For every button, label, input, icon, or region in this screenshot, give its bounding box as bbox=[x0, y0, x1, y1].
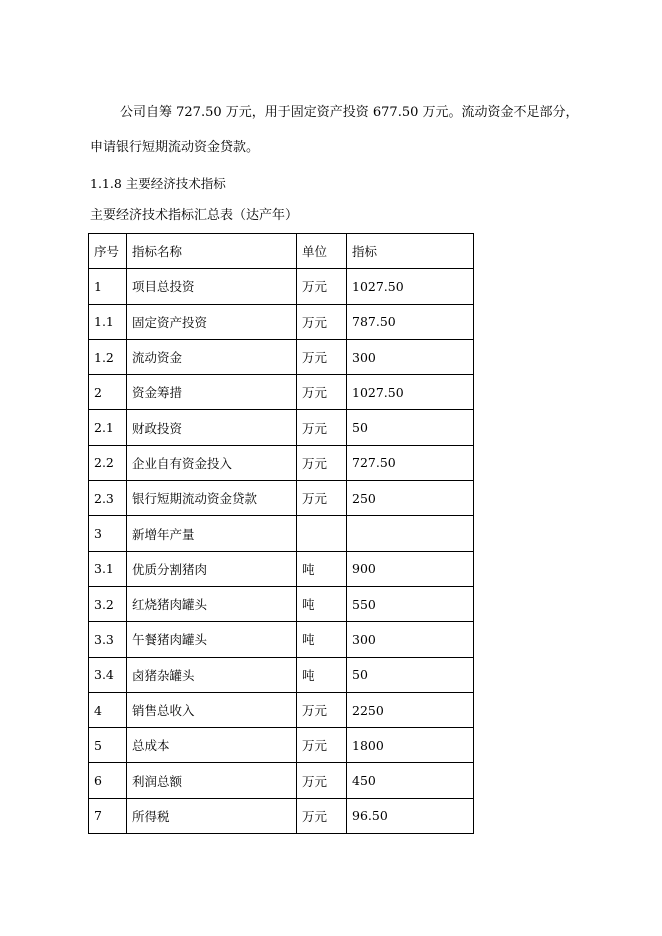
unit-cell: 万元 bbox=[297, 339, 347, 374]
table-row bbox=[89, 728, 474, 763]
table-row bbox=[89, 516, 474, 551]
indicator-value-cell: 250 bbox=[347, 481, 474, 516]
row-number-cell: 4 bbox=[89, 692, 127, 727]
indicator-name-cell: 红烧猪肉罐头 bbox=[127, 586, 297, 621]
header-cell-name: 指标名称 bbox=[127, 234, 297, 269]
indicator-value-cell: 450 bbox=[347, 763, 474, 798]
indicator-value-cell: 1027.50 bbox=[347, 375, 474, 410]
indicator-name-cell: 总成本 bbox=[127, 728, 297, 763]
section-heading: 1.1.8 主要经济技术指标 bbox=[90, 176, 226, 191]
unit-cell: 吨 bbox=[297, 551, 347, 586]
indicator-name-cell: 新增年产量 bbox=[127, 516, 297, 551]
indicator-value-cell: 550 bbox=[347, 586, 474, 621]
indicator-value-cell: 787.50 bbox=[347, 304, 474, 339]
unit-cell: 万元 bbox=[297, 375, 347, 410]
indicator-name-cell: 财政投资 bbox=[127, 410, 297, 445]
indicator-value-cell: 50 bbox=[347, 410, 474, 445]
unit-cell: 吨 bbox=[297, 622, 347, 657]
row-number-cell: 2.1 bbox=[89, 410, 127, 445]
unit-cell: 万元 bbox=[297, 304, 347, 339]
indicator-name-cell: 企业自有资金投入 bbox=[127, 445, 297, 480]
indicator-name-cell: 流动资金 bbox=[127, 339, 297, 374]
table-row bbox=[89, 798, 474, 833]
indicator-value-cell: 50 bbox=[347, 657, 474, 692]
row-number-cell: 5 bbox=[89, 728, 127, 763]
table-caption: 主要经济技术指标汇总表（达产年） bbox=[90, 208, 299, 223]
row-number-cell: 3.1 bbox=[89, 551, 127, 586]
indicator-name-cell: 固定资产投资 bbox=[127, 304, 297, 339]
unit-cell: 万元 bbox=[297, 445, 347, 480]
row-number-cell: 1 bbox=[89, 269, 127, 304]
row-number-cell: 2.3 bbox=[89, 481, 127, 516]
row-number-cell: 6 bbox=[89, 763, 127, 798]
header-cell-number: 序号 bbox=[89, 234, 127, 269]
indicator-name-cell: 午餐猪肉罐头 bbox=[127, 622, 297, 657]
indicator-name-cell: 项目总投资 bbox=[127, 269, 297, 304]
table-row bbox=[89, 375, 474, 410]
unit-cell bbox=[297, 516, 347, 551]
table-header-row bbox=[89, 234, 474, 269]
table-row bbox=[89, 445, 474, 480]
body-paragraph-line-1: 公司自筹 727.50 万元，用于固定资产投资 677.50 万元。流动资金不足部分， bbox=[120, 105, 579, 120]
indicator-value-cell: 900 bbox=[347, 551, 474, 586]
indicator-value-cell: 2250 bbox=[347, 692, 474, 727]
indicator-value-cell: 300 bbox=[347, 622, 474, 657]
header-cell-unit: 单位 bbox=[297, 234, 347, 269]
indicator-name-cell: 优质分割猪肉 bbox=[127, 551, 297, 586]
row-number-cell: 7 bbox=[89, 798, 127, 833]
indicator-value-cell: 1800 bbox=[347, 728, 474, 763]
table-row bbox=[89, 339, 474, 374]
indicator-value-cell: 96.50 bbox=[347, 798, 474, 833]
unit-cell: 万元 bbox=[297, 481, 347, 516]
unit-cell: 万元 bbox=[297, 763, 347, 798]
table-row bbox=[89, 551, 474, 586]
table-row bbox=[89, 692, 474, 727]
unit-cell: 吨 bbox=[297, 657, 347, 692]
indicator-name-cell: 所得税 bbox=[127, 798, 297, 833]
table-row bbox=[89, 481, 474, 516]
header-cell-value: 指标 bbox=[347, 234, 474, 269]
unit-cell: 万元 bbox=[297, 410, 347, 445]
indicator-name-cell: 资金筹措 bbox=[127, 375, 297, 410]
row-number-cell: 3.2 bbox=[89, 586, 127, 621]
indicator-summary-table bbox=[88, 233, 474, 834]
unit-cell: 万元 bbox=[297, 798, 347, 833]
unit-cell: 万元 bbox=[297, 269, 347, 304]
table-row bbox=[89, 269, 474, 304]
row-number-cell: 2 bbox=[89, 375, 127, 410]
indicator-name-cell: 销售总收入 bbox=[127, 692, 297, 727]
indicator-value-cell: 300 bbox=[347, 339, 474, 374]
table-row bbox=[89, 304, 474, 339]
unit-cell: 万元 bbox=[297, 728, 347, 763]
row-number-cell: 3 bbox=[89, 516, 127, 551]
indicator-name-cell: 利润总额 bbox=[127, 763, 297, 798]
table-body bbox=[89, 234, 474, 834]
table-row bbox=[89, 763, 474, 798]
table-row bbox=[89, 657, 474, 692]
row-number-cell: 1.1 bbox=[89, 304, 127, 339]
body-paragraph-line-2: 申请银行短期流动资金贷款。 bbox=[90, 140, 260, 155]
indicator-value-cell: 1027.50 bbox=[347, 269, 474, 304]
table-row bbox=[89, 622, 474, 657]
indicator-name-cell: 卤猪杂罐头 bbox=[127, 657, 297, 692]
row-number-cell: 3.4 bbox=[89, 657, 127, 692]
indicator-value-cell bbox=[347, 516, 474, 551]
indicator-value-cell: 727.50 bbox=[347, 445, 474, 480]
unit-cell: 万元 bbox=[297, 692, 347, 727]
table-row bbox=[89, 410, 474, 445]
unit-cell: 吨 bbox=[297, 586, 347, 621]
indicator-name-cell: 银行短期流动资金贷款 bbox=[127, 481, 297, 516]
table-row bbox=[89, 586, 474, 621]
row-number-cell: 3.3 bbox=[89, 622, 127, 657]
row-number-cell: 2.2 bbox=[89, 445, 127, 480]
row-number-cell: 1.2 bbox=[89, 339, 127, 374]
